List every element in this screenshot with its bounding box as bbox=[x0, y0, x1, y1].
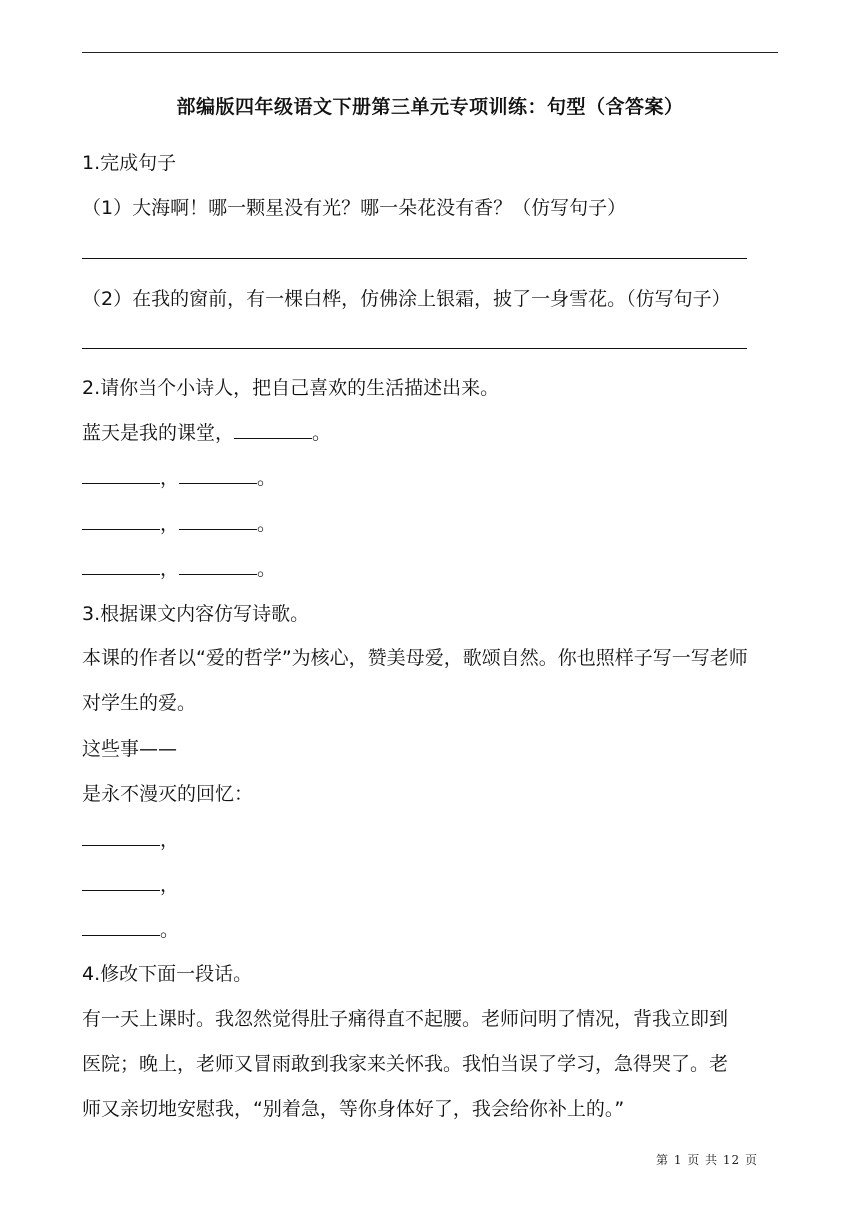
q3-poem-line1: 这些事—— bbox=[82, 738, 178, 760]
punct: 。 bbox=[257, 558, 277, 580]
punct: 。 bbox=[312, 422, 332, 444]
q2-line1 bbox=[82, 418, 331, 445]
header-rule bbox=[82, 52, 778, 53]
q3-paragraph-line1: 本课的作者以“爱的哲学”为核心，赞美母爱，歌颂自然。你也照样子写一写老师 bbox=[82, 647, 748, 669]
page-title: 部编版四年级语文下册第三单元专项训练：句型（含答案） bbox=[176, 96, 684, 118]
punct: ， bbox=[160, 829, 180, 851]
q3-heading: 3.根据课文内容仿写诗歌。 bbox=[82, 603, 310, 625]
punct: 。 bbox=[257, 467, 277, 489]
blank bbox=[179, 556, 257, 575]
q4-paragraph-line3: 师又亲切地安慰我，“别着急，等你身体好了，我会给你补上的。” bbox=[82, 1098, 625, 1120]
blank bbox=[82, 511, 160, 530]
q1-item2: （2）在我的窗前，有一棵白桦，仿佛涂上银霜，披了一身雪花。（仿写句子） bbox=[82, 288, 731, 310]
q1-answer-line-1 bbox=[82, 258, 747, 259]
q2-line1-prefix: 蓝天是我的课堂， bbox=[82, 422, 235, 444]
q3-blank-line3 bbox=[82, 915, 179, 942]
punct: ， bbox=[160, 467, 180, 489]
blank bbox=[179, 465, 257, 484]
q2-heading: 2.请你当个小诗人，把自己喜欢的生活描述出来。 bbox=[82, 377, 500, 399]
q3-poem-line2: 是永不漫灭的回忆： bbox=[82, 783, 254, 805]
page-number: 第 1 页 共 12 页 bbox=[656, 1153, 758, 1167]
punct: 。 bbox=[160, 919, 180, 941]
blank bbox=[179, 511, 257, 530]
blank bbox=[82, 872, 160, 891]
q3-blank-line2 bbox=[82, 870, 179, 897]
q2-line2 bbox=[82, 463, 276, 490]
punct: 。 bbox=[257, 513, 277, 535]
blank bbox=[234, 420, 312, 439]
blank bbox=[82, 827, 160, 846]
q3-blank-line1 bbox=[82, 825, 179, 852]
punct: ， bbox=[160, 513, 180, 535]
q1-item1: （1）大海啊！哪一颗星没有光？哪一朵花没有香？（仿写句子） bbox=[82, 197, 627, 219]
q3-paragraph-line2: 对学生的爱。 bbox=[82, 692, 197, 714]
q4-paragraph-line1: 有一天上课时。我忽然觉得肚子痛得直不起腰。老师问明了情况，背我立即到 bbox=[82, 1008, 729, 1030]
q2-line4 bbox=[82, 554, 276, 581]
q1-heading: 1.完成句子 bbox=[82, 152, 177, 174]
blank bbox=[82, 556, 160, 575]
q4-paragraph-line2: 医院；晚上，老师又冒雨敢到我家来关怀我。我怕当误了学习，急得哭了。老 bbox=[82, 1053, 729, 1075]
q2-line3 bbox=[82, 509, 276, 536]
blank bbox=[82, 917, 160, 936]
blank bbox=[82, 465, 160, 484]
punct: ， bbox=[160, 558, 180, 580]
q1-answer-line-2 bbox=[82, 348, 747, 349]
punct: ， bbox=[160, 874, 180, 896]
q4-heading: 4.修改下面一段话。 bbox=[82, 963, 253, 985]
